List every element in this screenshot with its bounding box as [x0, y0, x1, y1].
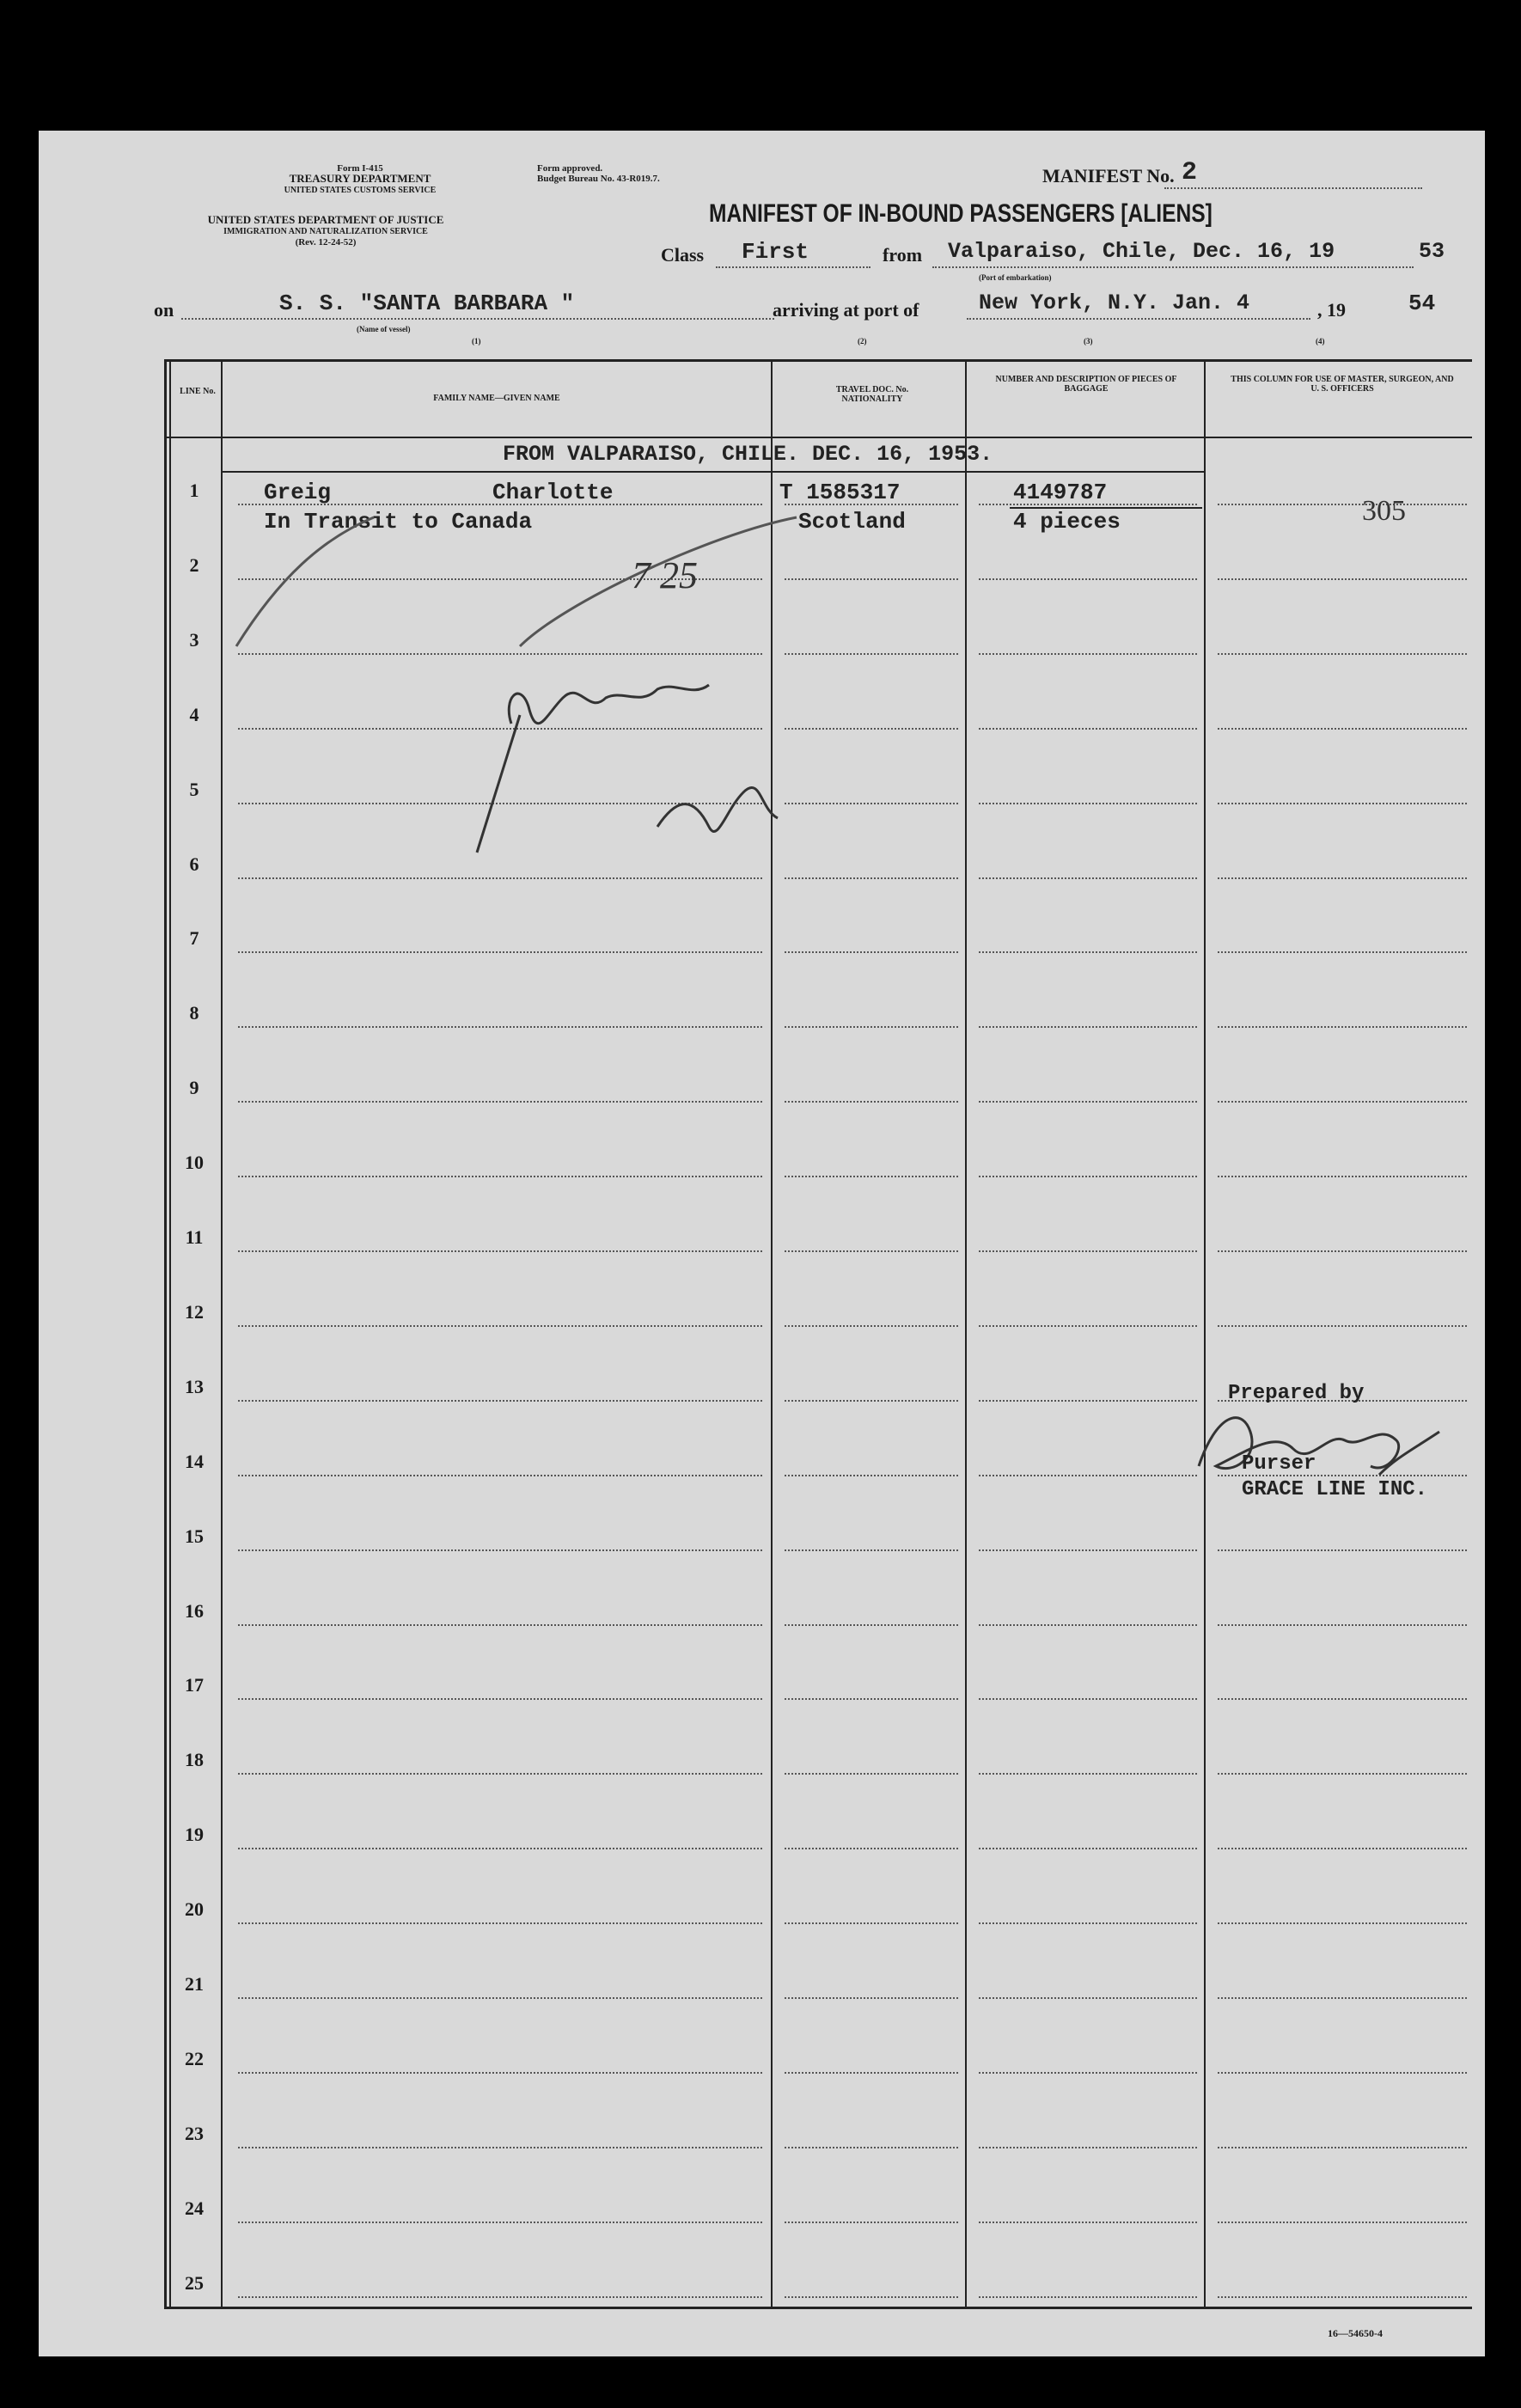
line-number: 23	[185, 2122, 204, 2144]
arrival-value: New York, N.Y. Jan. 4	[979, 290, 1250, 315]
line-number: 5	[189, 778, 199, 800]
row-leader	[979, 1773, 1197, 1775]
purser-title: Purser	[1242, 1452, 1316, 1476]
baggage-description: 4 pieces	[1013, 509, 1121, 535]
company-name: GRACE LINE INC.	[1242, 1478, 1428, 1501]
row-leader	[1218, 2296, 1467, 2298]
row-leader	[979, 1997, 1197, 1999]
row-leader	[979, 1250, 1197, 1252]
row-leader	[785, 1549, 958, 1551]
row-leader	[979, 1101, 1197, 1103]
row-leader	[979, 1624, 1197, 1626]
row-leader	[979, 2147, 1197, 2148]
row-leader	[785, 1624, 958, 1626]
line-number: 14	[185, 1450, 204, 1472]
baggage-col-border	[1204, 359, 1206, 2309]
baggage-number: 4149787	[1013, 480, 1108, 505]
line-number: 19	[185, 1824, 204, 1846]
row-leader	[238, 1773, 762, 1775]
row-leader	[1218, 951, 1467, 953]
row-leader	[1218, 504, 1467, 505]
row-leader	[238, 1997, 762, 1999]
row-leader	[979, 1400, 1197, 1402]
row-leader	[1218, 1773, 1467, 1775]
row-leader	[979, 951, 1197, 953]
vessel-caption: (Name of vessel)	[357, 325, 411, 333]
row-leader	[979, 877, 1197, 879]
manifest-no-value: 2	[1182, 158, 1198, 187]
row-leader	[1218, 1549, 1467, 1551]
line-number: 13	[185, 1375, 204, 1397]
line-number: 7	[189, 927, 199, 950]
row-leader	[238, 1698, 762, 1700]
row-leader	[785, 2072, 958, 2074]
row-leader	[1218, 1250, 1467, 1252]
row-leader	[979, 1475, 1197, 1476]
col-mark-4: (4)	[1316, 337, 1325, 345]
row-leader	[785, 2147, 958, 2148]
row-leader	[979, 2296, 1197, 2298]
row-leader	[979, 2222, 1197, 2223]
row-leader	[238, 1624, 762, 1626]
row-leader	[1218, 1698, 1467, 1700]
arriving-label: arriving at port of	[773, 299, 919, 321]
from-year: 53	[1419, 239, 1445, 264]
row-leader	[238, 1250, 762, 1252]
row-leader	[785, 1922, 958, 1924]
vessel-name: S. S. "SANTA BARBARA "	[279, 290, 575, 316]
class-value: First	[742, 239, 809, 265]
row-leader	[238, 1475, 762, 1476]
col-header-travel: TRAVEL DOC. No. NATIONALITY	[835, 385, 909, 404]
line-number: 22	[185, 2047, 204, 2069]
budget-bureau: Budget Bureau No. 43-R019.7.	[537, 174, 660, 184]
form-number: Form I-415	[337, 163, 383, 174]
row-leader	[238, 2296, 762, 2298]
row-leader	[238, 1848, 762, 1849]
row-leader	[238, 1026, 762, 1028]
col-header-officers: THIS COLUMN FOR USE OF MASTER, SURGEON, AND U. S. OFFICERS	[1231, 375, 1454, 394]
col-mark-3: (3)	[1084, 337, 1093, 345]
col-mark-1: (1)	[472, 337, 481, 345]
row-leader	[1218, 653, 1467, 655]
row-leader	[1218, 877, 1467, 879]
row-leader	[785, 951, 958, 953]
treasury-dept: TREASURY DEPARTMENT	[289, 172, 431, 185]
line-number: 20	[185, 1898, 204, 1921]
row-leader	[979, 728, 1197, 730]
row-leader	[979, 1922, 1197, 1924]
row-leader	[785, 1475, 958, 1476]
line-number: 9	[189, 1077, 199, 1099]
line-number: 10	[185, 1152, 204, 1174]
line-number: 24	[185, 2197, 204, 2219]
row-leader	[979, 578, 1197, 580]
line-number: 12	[185, 1300, 204, 1323]
transit-note: In Transit to Canada	[264, 509, 533, 535]
row-leader	[1218, 578, 1467, 580]
row-leader	[979, 653, 1197, 655]
row-leader	[979, 1848, 1197, 1849]
row-leader	[1218, 1624, 1467, 1626]
from-value: Valparaiso, Chile, Dec. 16, 19	[948, 239, 1335, 264]
row-leader	[785, 1400, 958, 1402]
row-leader	[1218, 1101, 1467, 1103]
row-leader	[1218, 728, 1467, 730]
table-header-border	[164, 437, 1472, 438]
line-number: 2	[189, 553, 199, 576]
row-leader	[785, 2296, 958, 2298]
row-leader	[1218, 1325, 1467, 1327]
row-leader	[785, 1325, 958, 1327]
line-number: 4	[189, 703, 199, 725]
row-leader	[979, 1325, 1197, 1327]
line-number: 16	[185, 1599, 204, 1622]
line-number: 18	[185, 1749, 204, 1771]
row-leader	[238, 1922, 762, 1924]
line-number: 6	[189, 853, 199, 875]
class-label: Class	[661, 244, 705, 266]
line-number: 11	[185, 1226, 204, 1248]
row-leader	[1218, 1997, 1467, 1999]
row-leader	[238, 951, 762, 953]
travel-doc-no: T 1585317	[779, 480, 901, 505]
departure-banner: FROM VALPARAISO, CHILE. DEC. 16, 1953.	[503, 442, 993, 467]
handwritten-annotation: 7 25	[632, 554, 698, 596]
row-leader	[785, 1698, 958, 1700]
manifest-page	[39, 131, 1485, 2356]
row-leader	[238, 1325, 762, 1327]
line-number: 1	[189, 480, 199, 501]
row-leader	[1218, 803, 1467, 804]
line-number: 17	[185, 1674, 204, 1696]
row-leader	[979, 1698, 1197, 1700]
row-leader	[238, 2147, 762, 2148]
officer-mark: 305	[1362, 495, 1406, 527]
line-number: 25	[185, 2271, 204, 2294]
row-leader	[785, 1773, 958, 1775]
form-approved: Form approved.	[537, 163, 603, 174]
nationality: Scotland	[798, 509, 906, 535]
col-header-name: FAMILY NAME—GIVEN NAME	[433, 394, 560, 403]
footer-code: 16—54650-4	[1328, 2327, 1383, 2339]
immigration-service: IMMIGRATION AND NATURALIZATION SERVICE	[223, 227, 428, 236]
row-leader	[238, 1400, 762, 1402]
justice-dept: UNITED STATES DEPARTMENT OF JUSTICE	[207, 213, 444, 226]
on-label: on	[154, 299, 174, 321]
row-leader	[785, 1848, 958, 1849]
col-header-line: LINE No.	[180, 387, 216, 396]
from-label: from	[883, 244, 923, 266]
row-leader	[238, 1549, 762, 1551]
row-leader	[1218, 2072, 1467, 2074]
row-leader	[1218, 1922, 1467, 1924]
given-name: Charlotte	[492, 480, 614, 505]
col-mark-2: (2)	[858, 337, 867, 345]
table-bottom-border	[164, 2307, 1472, 2309]
row-leader	[1218, 1176, 1467, 1177]
manifest-no-label: MANIFEST No.	[1042, 165, 1175, 186]
line-number: 3	[189, 628, 199, 651]
arrival-year: 54	[1408, 290, 1436, 316]
row-leader	[785, 1997, 958, 1999]
row-leader	[238, 1101, 762, 1103]
row-leader	[785, 2222, 958, 2223]
line-number: 8	[189, 1002, 199, 1024]
row-leader	[785, 1176, 958, 1177]
row-leader	[1218, 1026, 1467, 1028]
row-leader	[979, 2072, 1197, 2074]
row-leader	[785, 1026, 958, 1028]
line-number: 15	[185, 1525, 204, 1547]
table-top-border	[164, 359, 1472, 362]
prepared-by: Prepared by	[1228, 1382, 1365, 1405]
travel-col-border	[965, 359, 967, 2309]
manifest-title: MANIFEST OF IN-BOUND PASSENGERS [ALIENS]	[709, 199, 1213, 228]
row-leader	[785, 1250, 958, 1252]
row-leader	[785, 1101, 958, 1103]
family-name: Greig	[264, 480, 332, 505]
revision-date: (Rev. 12-24-52)	[295, 237, 357, 248]
col-header-baggage: NUMBER AND DESCRIPTION OF PIECES OF BAGGAGE	[995, 375, 1177, 394]
customs-service: UNITED STATES CUSTOMS SERVICE	[284, 186, 437, 195]
line-number: 21	[185, 1973, 204, 1995]
row-leader	[1218, 2147, 1467, 2148]
row-leader	[238, 2072, 762, 2074]
row-leader	[979, 1026, 1197, 1028]
row-leader	[979, 1176, 1197, 1177]
row-leader	[1218, 2222, 1467, 2223]
arrival-year-prefix: , 19	[1317, 299, 1346, 321]
row-leader	[979, 803, 1197, 804]
port-embark-caption: (Port of embarkation)	[979, 273, 1052, 282]
row-leader	[238, 1176, 762, 1177]
row-leader	[1218, 1848, 1467, 1849]
row-leader	[238, 2222, 762, 2223]
row-leader	[979, 1549, 1197, 1551]
handwritten-scrawl	[159, 466, 864, 878]
